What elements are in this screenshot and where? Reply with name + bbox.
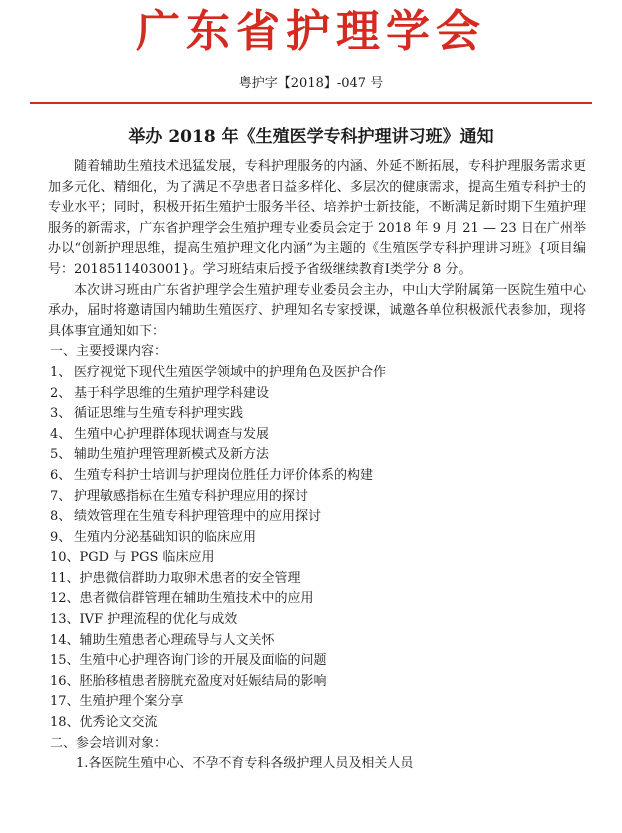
topic-list	[48, 363, 586, 734]
list-item-text: 基于科学思维的生殖护理学科建设	[74, 385, 270, 401]
list-item-number: 17、	[50, 694, 80, 710]
list-item-text: 辅助生殖患者心理疏导与人文关怀	[79, 632, 275, 648]
list-item	[48, 487, 586, 508]
list-item-text: 辅助生殖护理管理新模式及新方法	[74, 447, 270, 463]
list-item-number: 12、	[50, 591, 80, 607]
list-item-text: 生殖中心护理咨询门诊的开展及面临的问题	[79, 653, 327, 669]
list-item-text: 胚胎移植患者膀胱充盈度对妊娠结局的影响	[79, 673, 327, 689]
list-item-number: 6、	[50, 467, 72, 483]
list-item-number: 18、	[50, 715, 80, 731]
org-masthead: 广东省护理学会	[136, 6, 486, 57]
notice-title: 举办 2018 年《生殖医学专科护理讲习班》通知	[128, 127, 494, 147]
list-item-number: 8、	[50, 509, 72, 525]
list-item-text: 生殖内分泌基础知识的临床应用	[74, 529, 257, 545]
list-item-text: 医疗视觉下现代生殖医学领域中的护理角色及医护合作	[74, 364, 387, 380]
notice-body	[48, 157, 586, 775]
list-item	[48, 363, 586, 384]
list-item-number: 5、	[50, 447, 72, 463]
list-item	[48, 651, 586, 672]
section-heading-attendees: 二、参会培训对象：	[50, 735, 168, 751]
list-item-text: 循证思维与生殖专科护理实践	[74, 406, 244, 422]
list-item	[48, 404, 586, 425]
list-item-text: IVF 护理流程的优化与成效	[79, 612, 238, 628]
section-heading-topics: 一、主要授课内容：	[50, 344, 168, 360]
header-divider	[30, 102, 592, 104]
list-item-text: 生殖专科护士培训与护理岗位胜任力评价体系的构建	[74, 467, 374, 483]
list-item-number: 11、	[50, 570, 80, 586]
list-item-text: 生殖护理个案分享	[79, 694, 184, 710]
list-item-number: 4、	[50, 426, 72, 442]
list-item-text: 绩效管理在生殖专科护理管理中的应用探讨	[74, 509, 322, 525]
list-item	[48, 589, 586, 610]
list-item	[48, 445, 586, 466]
list-item-number: 1、	[50, 364, 72, 380]
list-item	[48, 507, 586, 528]
list-item-number: 14、	[50, 632, 80, 648]
list-item	[48, 672, 586, 693]
list-item-text: 生殖中心护理群体现状调查与发展	[74, 426, 270, 442]
list-item-text: 患者微信群管理在辅助生殖技术中的应用	[79, 591, 314, 607]
list-item	[48, 384, 586, 405]
list-item-text: 护理敏感指标在生殖专科护理应用的探讨	[74, 488, 309, 504]
list-item-number: 10、	[50, 550, 80, 566]
list-item	[48, 631, 586, 652]
list-item-number: 13、	[50, 612, 80, 628]
organizer-paragraph: 本次讲习班由广东省护理学会生殖护理专业委员会主办，中山大学附属第一医院生殖中心承办，届时将邀请国内辅助生殖医疗、护理知名专家授课，诚邀各单位积极派代表参加，现将具体事宜通知如下：	[48, 282, 586, 339]
list-item	[48, 548, 586, 569]
list-item-number: 9、	[50, 529, 72, 545]
list-item	[48, 425, 586, 446]
list-item	[48, 610, 586, 631]
list-item-number: 3、	[50, 406, 72, 422]
list-item	[48, 692, 586, 713]
list-item	[48, 569, 586, 590]
list-item	[48, 466, 586, 487]
list-item-number: 7、	[50, 488, 72, 504]
list-item-number: 16、	[50, 673, 80, 689]
list-item-text: 护患微信群助力取卵术患者的安全管理	[79, 570, 301, 586]
list-item-text: 优秀论文交流	[79, 715, 158, 731]
list-item	[48, 528, 586, 549]
document-number: 粤护字【2018】-047 号	[238, 76, 384, 91]
attendee-item: 1.各医院生殖中心、不孕不育专科各级护理人员及相关人员	[76, 756, 414, 772]
intro-paragraph: 随着辅助生殖技术迅猛发展，专科护理服务的内涵、外延不断拓展，专科护理服务需求更加多元化、精细化，为了满足不孕患者日益多样化、多层次的健康需求，提高生殖专科护士的专业水平；同时，积极开拓生殖护士服务半径、培养护士新技能，不断满足新时期下生殖护理服务的新需求，广东省护理学会生殖护理专业委员会定于 2018 年 9 月 21 — 23 日在广州举办以“创新护理思维，提高生殖护理文化内涵”为主题的《生殖医学专科护理讲习班》{项目编号：2018511403001}。学习班结束后授予省级继续教育Ⅰ类学分 8 分。	[48, 159, 586, 277]
list-item-number: 2、	[50, 385, 72, 401]
list-item-text: PGD 与 PGS 临床应用	[79, 550, 215, 566]
list-item-number: 15、	[50, 653, 80, 669]
list-item	[48, 713, 586, 734]
